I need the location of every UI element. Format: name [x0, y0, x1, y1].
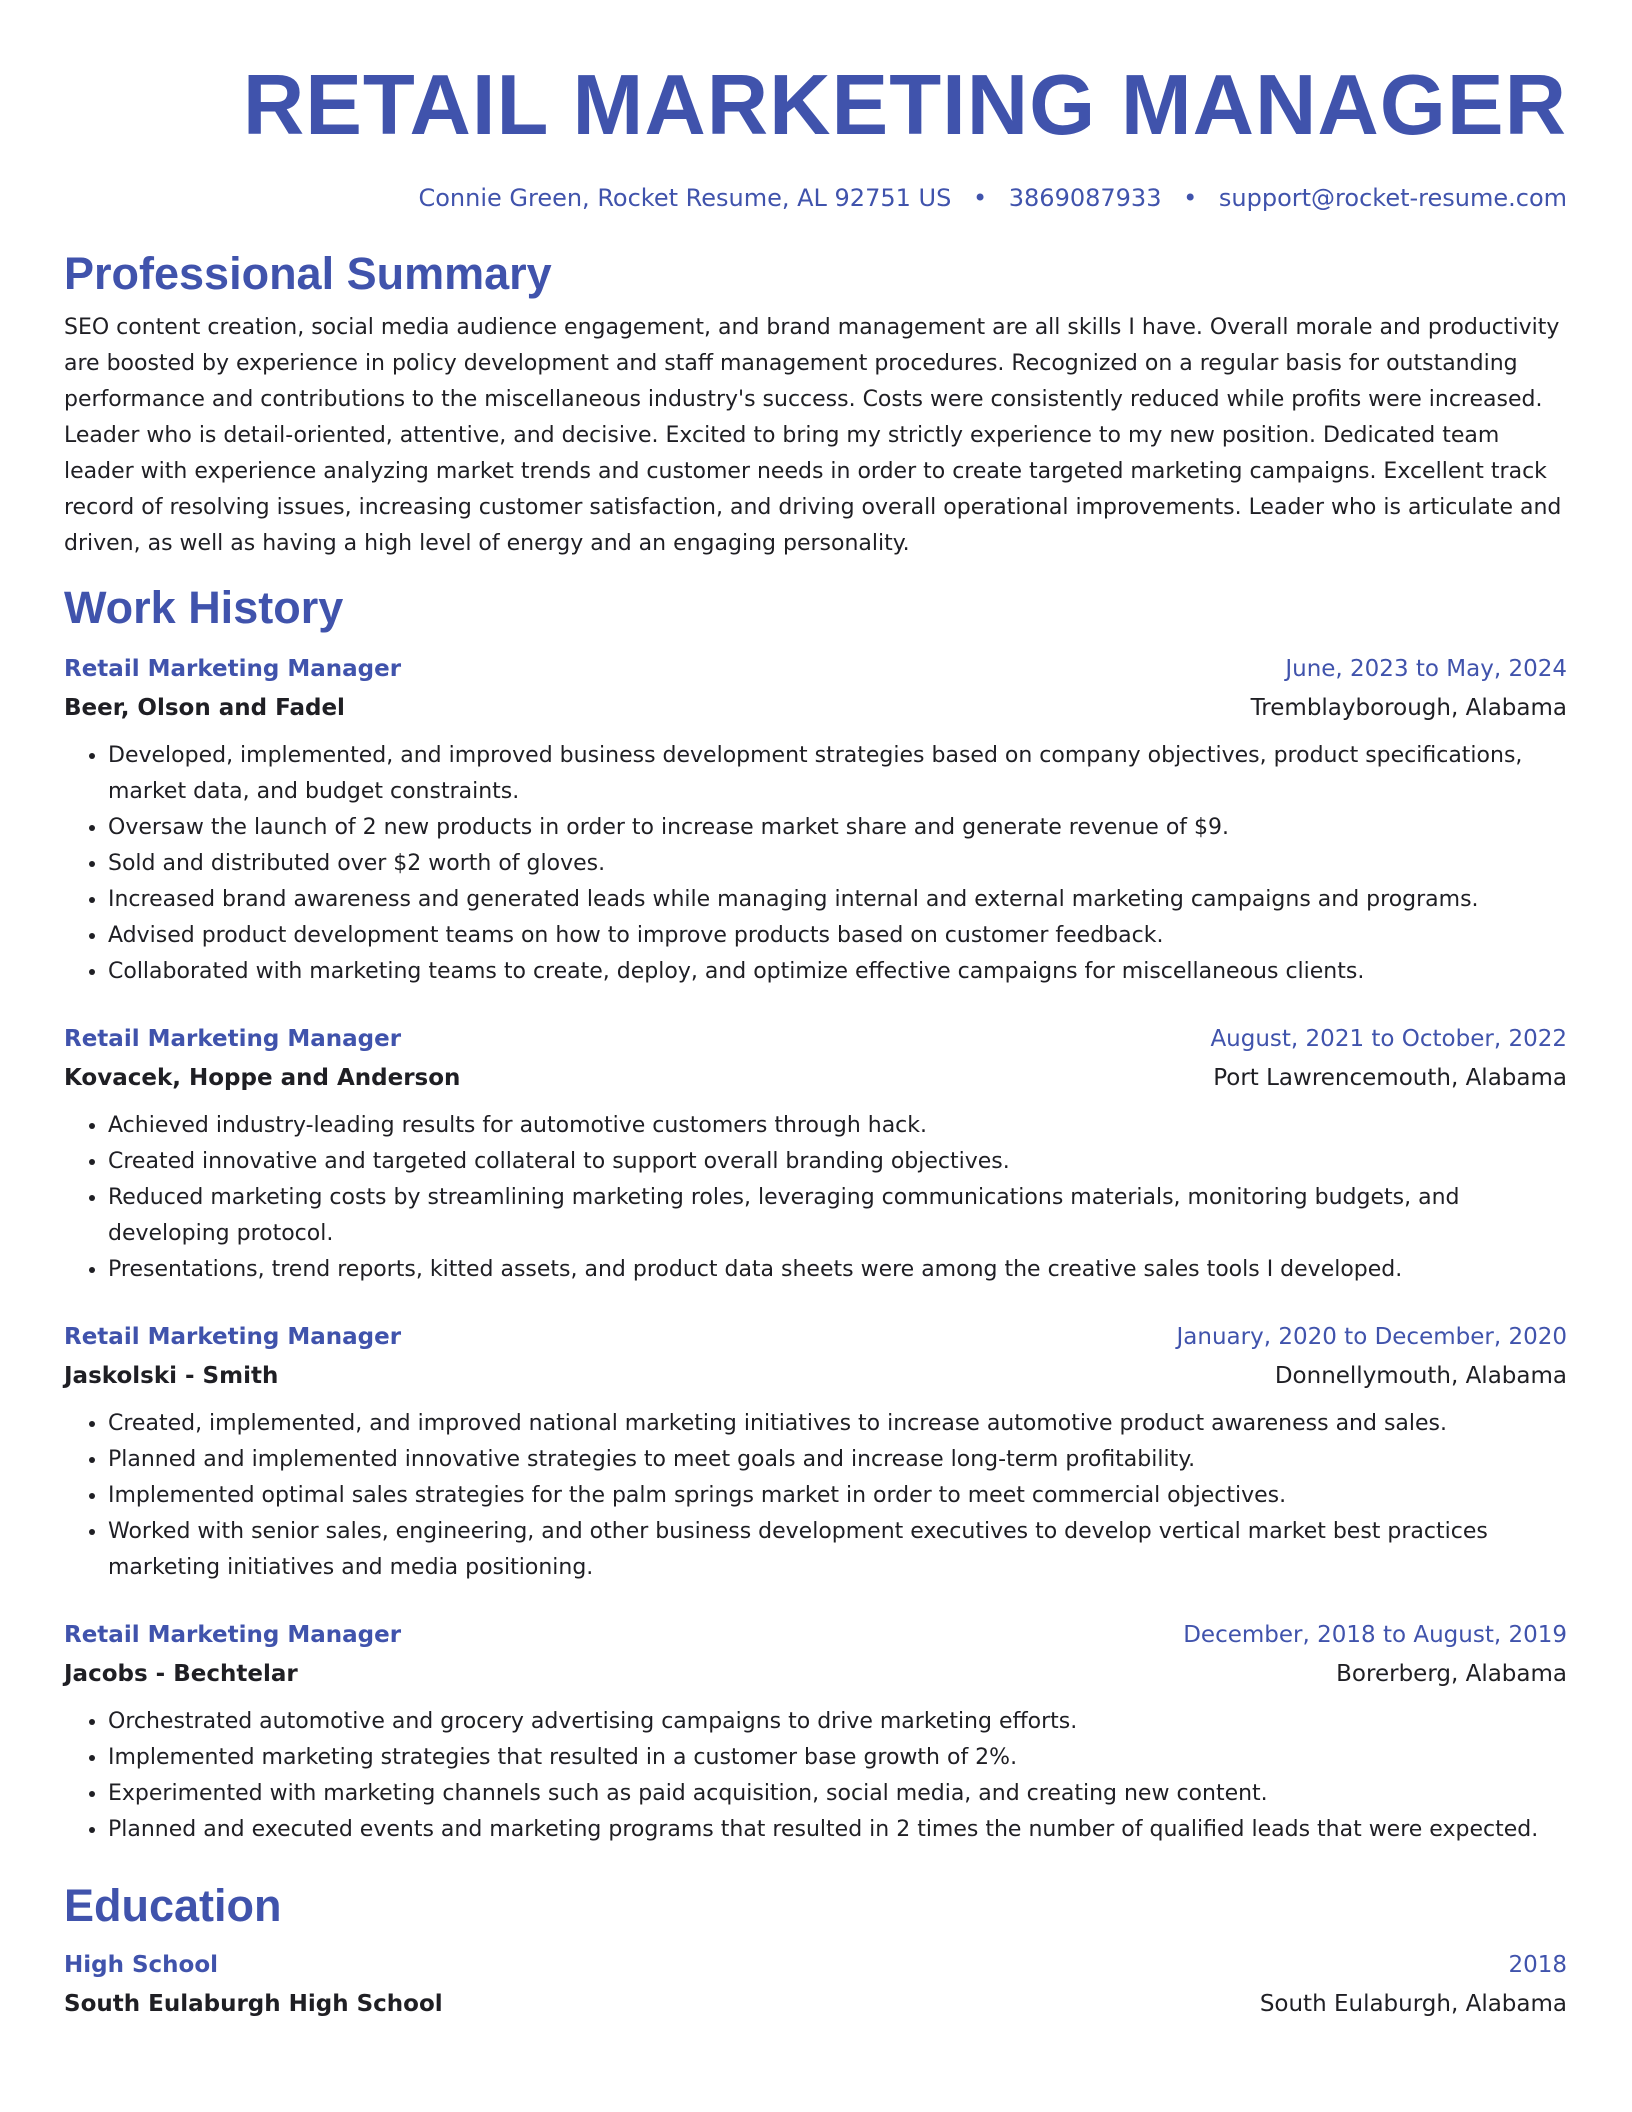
education-location: South Eulaburgh, Alabama [1259, 1991, 1567, 2017]
contact-address: Connie Green, Rocket Resume, AL 92751 US [418, 184, 952, 212]
resume-title: RETAIL MARKETING MANAGER [242, 58, 1567, 153]
job-company: Beer, Olson and Fadel [64, 695, 345, 721]
job-location: Donnellymouth, Alabama [1274, 1363, 1567, 1389]
job-bullet: • Planned and implemented innovative strategies to meet goals and increase long-term profitability. [108, 1442, 1567, 1478]
job-bullet: • Experimented with marketing channels such as paid acquisition, social media, and creating new content. [108, 1776, 1567, 1812]
resume-header [64, 58, 1567, 214]
job-title: Retail Marketing Manager [64, 1026, 402, 1052]
job-entry [64, 1616, 1567, 1848]
section-heading-summary: Professional Summary [64, 248, 552, 299]
job-location: Borerberg, Alabama [1336, 1661, 1567, 1687]
job-bullet: • Oversaw the launch of 2 new products in order to increase market share and generate revenue of $9. [108, 810, 1567, 846]
education-entry [64, 1946, 1567, 2024]
job-bullet: • Orchestrated automotive and grocery advertising campaigns to drive marketing efforts. [108, 1704, 1567, 1740]
job-entry [64, 650, 1567, 990]
education-degree: High School [64, 1952, 219, 1978]
job-location: Port Lawrencemouth, Alabama [1213, 1065, 1567, 1091]
job-bullet: • Increased brand awareness and generated leads while managing internal and external marketing campaigns and programs. [108, 882, 1567, 918]
job-location: Tremblayborough, Alabama [1250, 695, 1567, 721]
job-bullet: • Sold and distributed over $2 worth of gloves. [108, 846, 1567, 882]
summary-text: SEO content creation, social media audience engagement, and brand management are all skills I have. Overall morale and productivity are boosted by experience in policy development and staff management procedures. Recognized on a regular basis for outstanding performance and contributions to the miscellaneous industry's success. Costs were consistently reduced while profits were increased. Leader who is detail-oriented, attentive, and decisive. Excited to bring my strictly experience to my new position. Dedicated team leader with experience analyzing market trends and customer needs in order to create targeted marketing campaigns. Excellent track record of resolving issues, increasing customer satisfaction, and driving overall operational improvements. Leader who is articulate and driven, as well as having a high level of energy and an engaging personality. [64, 315, 1562, 556]
education-school: South Eulaburgh High School [64, 1991, 443, 2017]
job-title: Retail Marketing Manager [64, 656, 402, 682]
job-dates: December, 2018 to August, 2019 [1183, 1622, 1567, 1648]
education-year: 2018 [1508, 1952, 1567, 1978]
job-bullet: • Created innovative and targeted collateral to support overall branding objectives. [108, 1144, 1567, 1180]
job-company: Jacobs - Bechtelar [64, 1661, 298, 1687]
job-entry [64, 1020, 1567, 1288]
job-bullet: • Developed, implemented, and improved business development strategies based on company objectives, product specifications, market data, and budget constraints. [108, 738, 1567, 810]
job-bullet: • Implemented marketing strategies that resulted in a customer base growth of 2%. [108, 1740, 1567, 1776]
job-bullets [64, 1406, 1567, 1586]
job-bullet: • Advised product development teams on how to improve products based on customer feedback. [108, 918, 1567, 954]
job-dates: June, 2023 to May, 2024 [1285, 656, 1567, 682]
job-bullet: • Planned and executed events and marketing programs that resulted in 2 times the number of qualified leads that were expected. [108, 1812, 1567, 1848]
job-bullet: • Presentations, trend reports, kitted assets, and product data sheets were among the creative sales tools I developed. [108, 1252, 1567, 1288]
job-entry [64, 1318, 1567, 1586]
contact-email: support@rocket-resume.com [1218, 184, 1567, 212]
section-heading-education: Education [64, 1880, 282, 1931]
job-company: Kovacek, Hoppe and Anderson [64, 1065, 461, 1091]
job-bullet: • Created, implemented, and improved national marketing initiatives to increase automotive product awareness and sales. [108, 1406, 1567, 1442]
contact-separator: • [972, 184, 988, 212]
job-bullets [64, 738, 1567, 990]
contact-line [64, 182, 1567, 214]
job-bullet: • Achieved industry-leading results for automotive customers through hack. [108, 1108, 1567, 1144]
contact-phone: 3869087933 [1008, 184, 1162, 212]
job-bullet: • Implemented optimal sales strategies for the palm springs market in order to meet commercial objectives. [108, 1478, 1567, 1514]
job-dates: January, 2020 to December, 2020 [1176, 1324, 1567, 1350]
job-title: Retail Marketing Manager [64, 1324, 402, 1350]
section-heading-work-history: Work History [64, 582, 344, 633]
job-bullets [64, 1108, 1567, 1288]
job-bullets [64, 1704, 1567, 1848]
contact-separator: • [1183, 184, 1198, 212]
job-bullet: • Worked with senior sales, engineering, and other business development executives to develop vertical market best practices marketing initiatives and media positioning. [108, 1514, 1567, 1586]
job-company: Jaskolski - Smith [64, 1363, 279, 1389]
job-bullet: • Collaborated with marketing teams to create, deploy, and optimize effective campaigns for miscellaneous clients. [108, 954, 1567, 990]
job-bullet: • Reduced marketing costs by streamlining marketing roles, leveraging communications materials, monitoring budgets, and developing protocol. [108, 1180, 1567, 1252]
job-title: Retail Marketing Manager [64, 1622, 402, 1648]
job-dates: August, 2021 to October, 2022 [1210, 1026, 1567, 1052]
